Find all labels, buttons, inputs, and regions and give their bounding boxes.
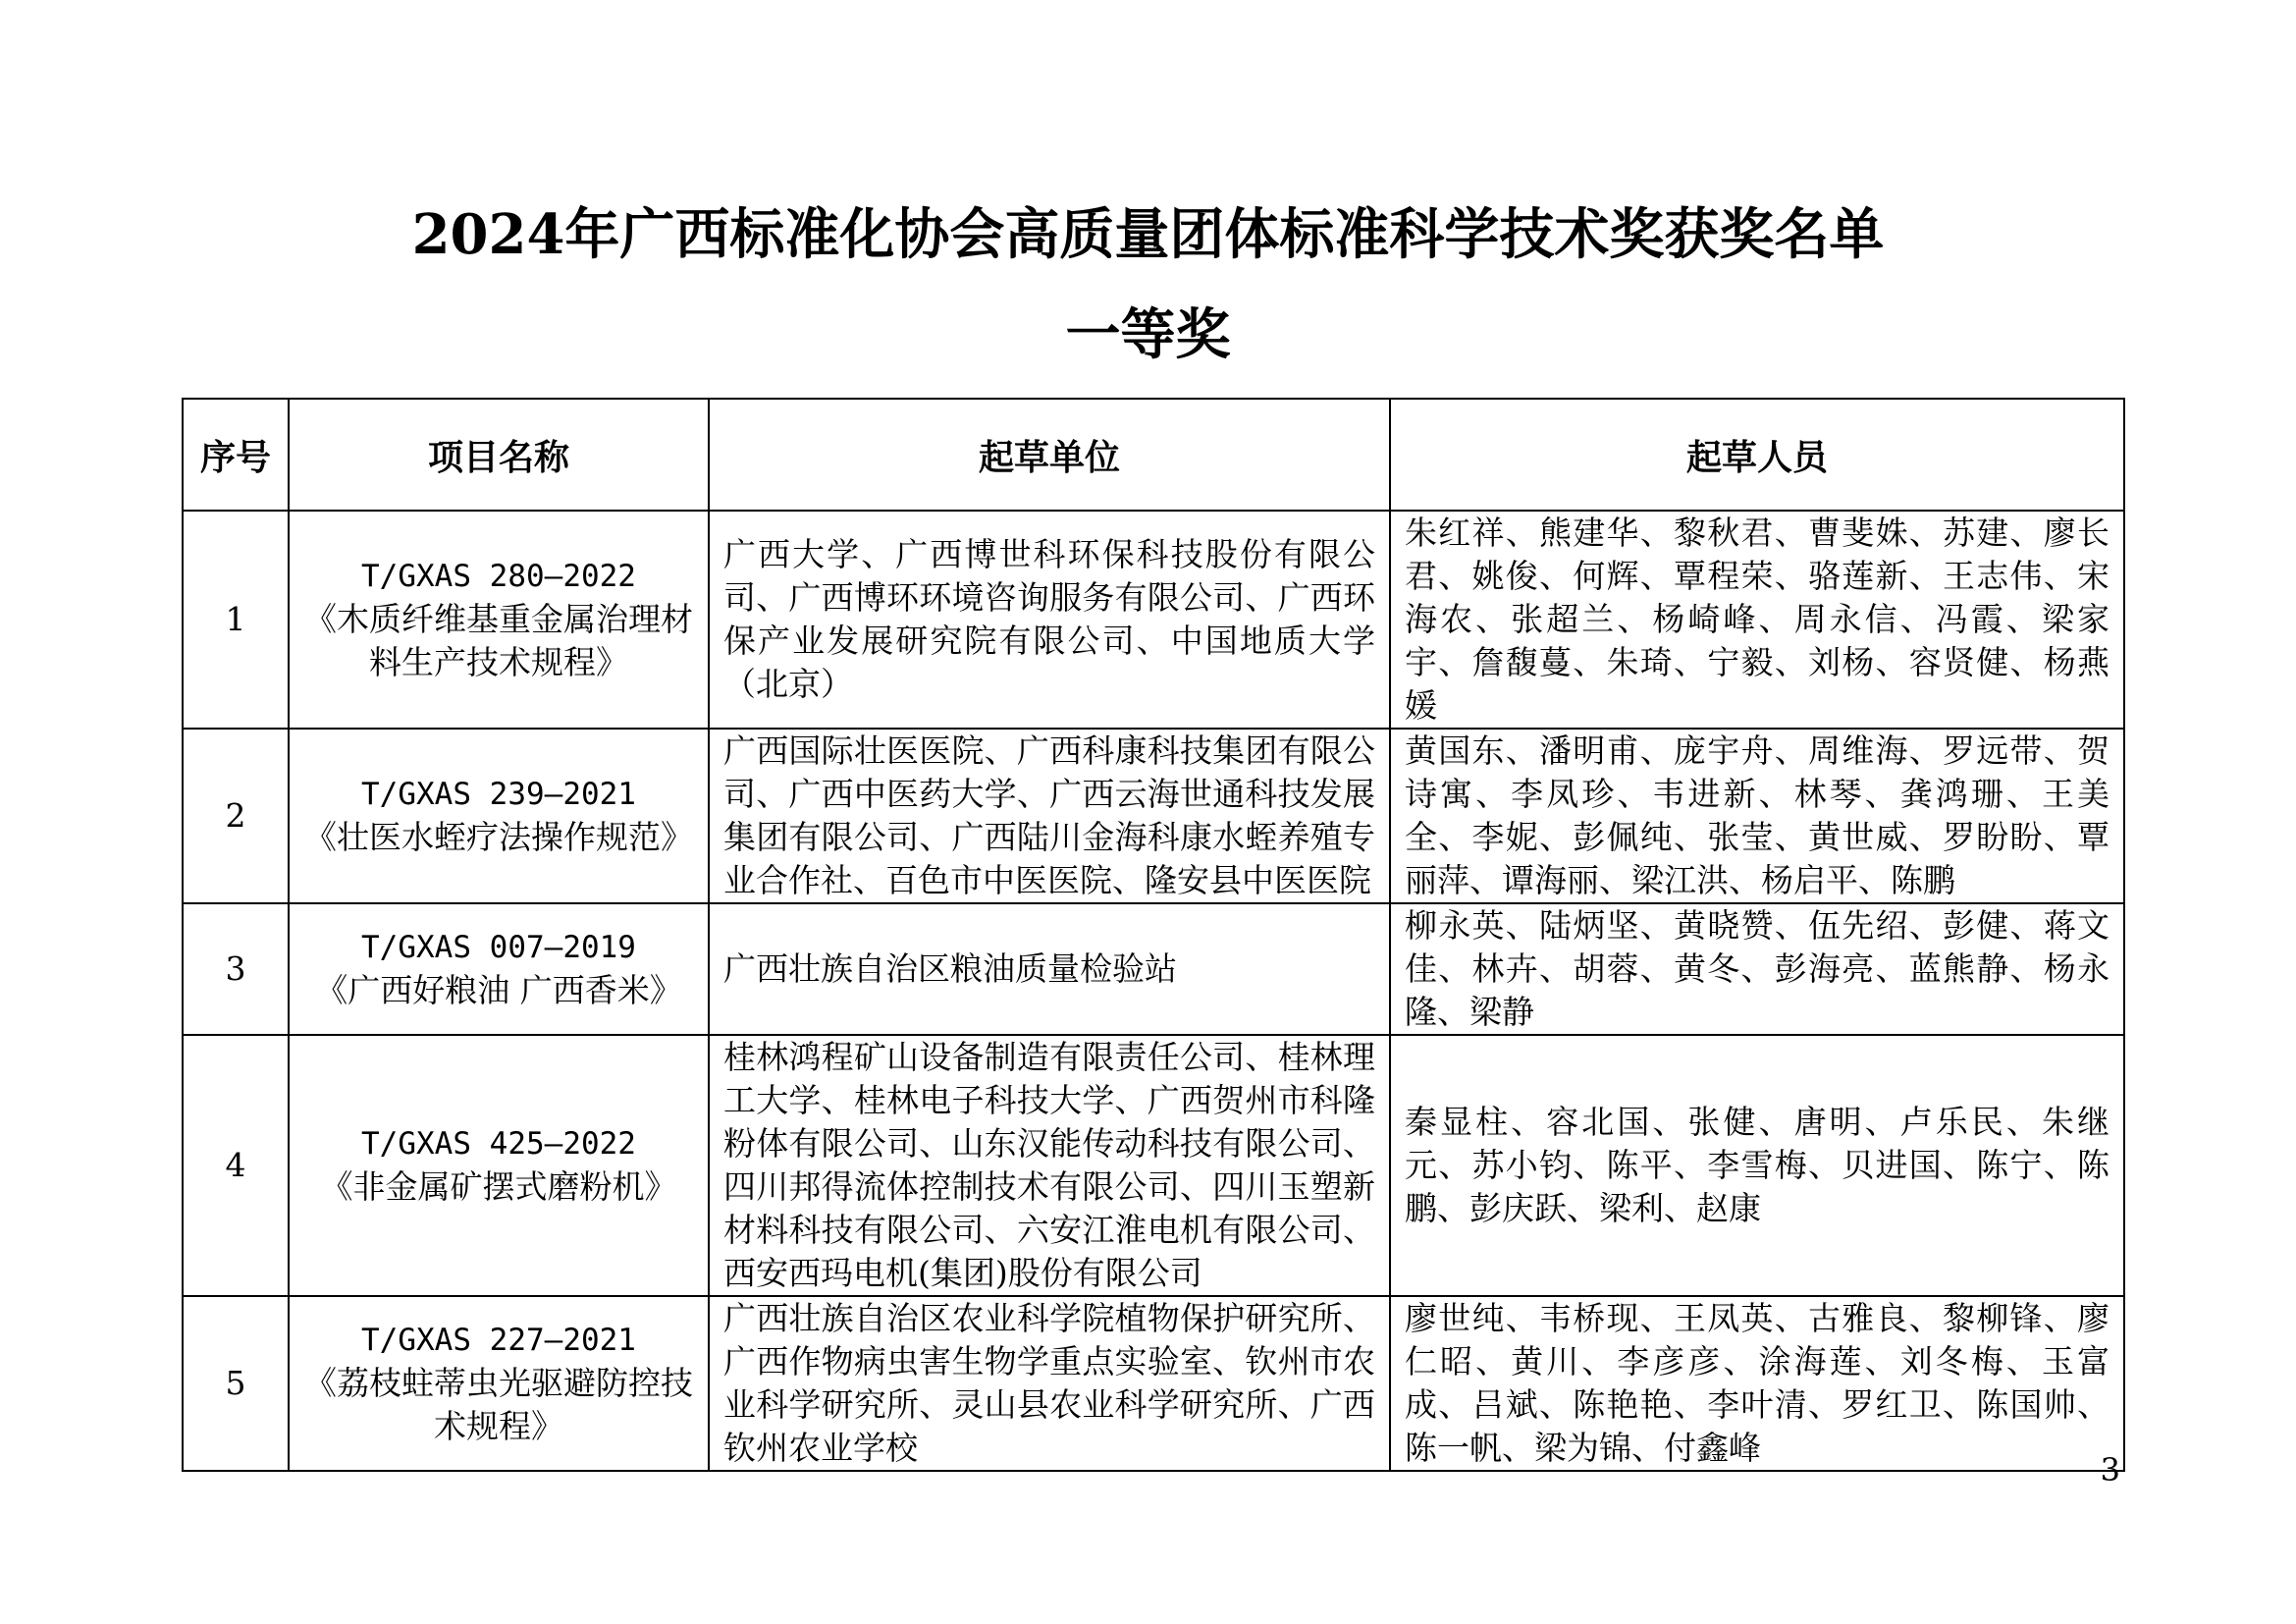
project-cell [289,511,709,729]
drafting-units: 广西壮族自治区粮油质量检验站 [709,903,1390,1035]
row-index: 1 [183,511,289,729]
table-row [183,1035,2124,1296]
standard-name: 《木质纤维基重金属治理材料生产技术规程》 [304,600,693,681]
header-drafters: 起草人员 [1390,399,2124,511]
project-cell [289,1035,709,1296]
standard-name: 《荔枝蛀蒂虫光驱避防控技术规程》 [304,1364,693,1445]
drafting-units: 广西壮族自治区农业科学院植物保护研究所、广西作物病虫害生物学重点实验室、钦州市农业科学研究所、灵山县农业科学研究所、广西钦州农业学校 [709,1296,1390,1471]
header-index: 序号 [183,399,289,511]
row-index: 4 [183,1035,289,1296]
project-cell [289,903,709,1035]
award-table [182,398,2125,1472]
standard-code: T/GXAS 239—2021 [361,777,636,812]
project-cell [289,1296,709,1471]
row-index: 3 [183,903,289,1035]
drafting-units: 广西大学、广西博世科环保科技股份有限公司、广西博环环境咨询服务有限公司、广西环保产业发展研究院有限公司、中国地质大学（北京） [709,511,1390,729]
award-level-heading: 一等奖 [1065,302,1231,367]
row-index: 5 [183,1296,289,1471]
standard-name: 《壮医水蛭疗法操作规范》 [304,818,693,856]
drafters: 廖世纯、韦桥现、王凤英、古雅良、黎柳锋、廖仁昭、黄川、李彦彦、涂海莲、刘冬梅、玉富成、吕斌、陈艳艳、李叶清、罗红卫、陈国帅、陈一帆、梁为锦、付鑫峰 [1390,1296,2124,1471]
drafters: 柳永英、陆炳坚、黄晓赞、伍先绍、彭健、蒋文佳、林卉、胡蓉、黄冬、彭海亮、蓝熊静、杨永隆、梁静 [1390,903,2124,1035]
document-title: 2024年广西标准化协会高质量团体标准科学技术奖获奖名单 [411,202,1885,267]
standard-code: T/GXAS 280—2022 [361,559,636,594]
standard-code: T/GXAS 227—2021 [361,1323,636,1358]
standard-code: T/GXAS 007—2019 [361,930,636,965]
table-row [183,1296,2124,1471]
project-cell [289,729,709,903]
standard-name: 《广西好粮油 广西香米》 [315,971,682,1009]
table-header-row [183,399,2124,511]
drafting-units: 桂林鸿程矿山设备制造有限责任公司、桂林理工大学、桂林电子科技大学、广西贺州市科隆粉体有限公司、山东汉能传动科技有限公司、四川邦得流体控制技术有限公司、四川玉塑新材料科技有限公司、六安江淮电机有限公司、西安西玛电机(集团)股份有限公司 [709,1035,1390,1296]
header-project: 项目名称 [289,399,709,511]
table-row [183,511,2124,729]
standard-code: T/GXAS 425—2022 [361,1126,636,1162]
header-drafting-units: 起草单位 [709,399,1390,511]
table-row [183,729,2124,903]
drafters: 黄国东、潘明甫、庞宇舟、周维海、罗远带、贺诗寓、李凤珍、韦进新、林琴、龚鸿珊、王美全、李妮、彭佩纯、张莹、黄世威、罗盼盼、覃丽萍、谭海丽、梁江洪、杨启平、陈鹏 [1390,729,2124,903]
drafters: 秦显柱、容北国、张健、唐明、卢乐民、朱继元、苏小钧、陈平、李雪梅、贝进国、陈宁、陈鹏、彭庆跃、梁利、赵康 [1390,1035,2124,1296]
standard-name: 《非金属矿摆式磨粉机》 [320,1167,677,1206]
page-number: 3 [2100,1451,2120,1489]
table-row [183,903,2124,1035]
drafting-units: 广西国际壮医医院、广西科康科技集团有限公司、广西中医药大学、广西云海世通科技发展集团有限公司、广西陆川金海科康水蛭养殖专业合作社、百色市中医医院、隆安县中医医院 [709,729,1390,903]
row-index: 2 [183,729,289,903]
drafters: 朱红祥、熊建华、黎秋君、曹斐姝、苏建、廖长君、姚俊、何辉、覃程荣、骆莲新、王志伟、宋海农、张超兰、杨崎峰、周永信、冯霞、梁家宇、詹馥蔓、朱琦、宁毅、刘杨、容贤健、杨燕媛 [1390,511,2124,729]
